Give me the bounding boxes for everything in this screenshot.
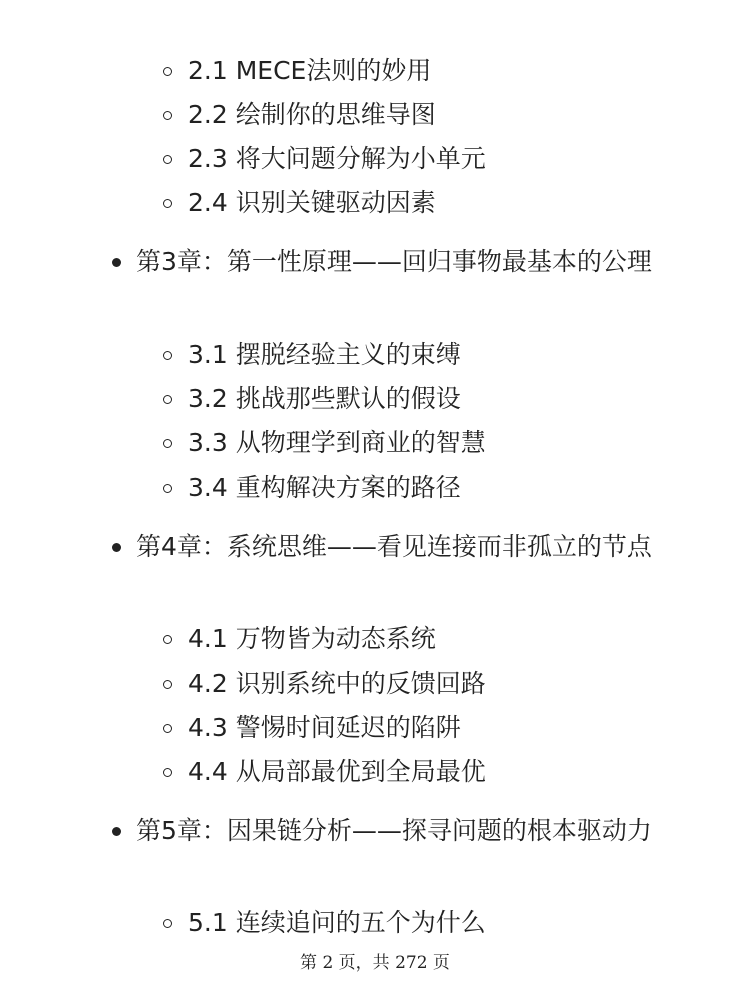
solid-bullet-icon (112, 258, 121, 267)
hollow-bullet-icon (163, 724, 172, 733)
hollow-bullet-icon (163, 199, 172, 208)
hollow-bullet-icon (163, 439, 172, 448)
outline-item-4-1: 4.1 万物皆为动态系统 (188, 624, 436, 653)
solid-bullet-icon (112, 543, 121, 552)
outline-item-4-2: 4.2 识别系统中的反馈回路 (188, 669, 486, 698)
outline-item-4-3: 4.3 警惕时间延迟的陷阱 (188, 713, 461, 742)
hollow-bullet-icon (163, 484, 172, 493)
hollow-bullet-icon (163, 768, 172, 777)
chapter-3-heading: 第3章：第一性原理——回归事物最基本的公理 (136, 247, 652, 276)
outline-item-4-4: 4.4 从局部最优到全局最优 (188, 757, 486, 786)
outline-item-3-1: 3.1 摆脱经验主义的束缚 (188, 340, 461, 369)
hollow-bullet-icon (163, 351, 172, 360)
outline-item-2-4: 2.4 识别关键驱动因素 (188, 188, 436, 217)
page-number-footer: 第 2 页，共 272 页 (300, 953, 450, 973)
hollow-bullet-icon (163, 155, 172, 164)
outline-item-2-2: 2.2 绘制你的思维导图 (188, 100, 436, 129)
outline-item-3-4: 3.4 重构解决方案的路径 (188, 473, 461, 502)
outline-item-2-3: 2.3 将大问题分解为小单元 (188, 144, 486, 173)
outline-item-3-3: 3.3 从物理学到商业的智慧 (188, 428, 486, 457)
hollow-bullet-icon (163, 111, 172, 120)
hollow-bullet-icon (163, 919, 172, 928)
outline-item-5-1: 5.1 连续追问的五个为什么 (188, 908, 486, 937)
hollow-bullet-icon (163, 635, 172, 644)
solid-bullet-icon (112, 827, 121, 836)
chapter-4-heading: 第4章：系统思维——看见连接而非孤立的节点 (136, 532, 652, 561)
hollow-bullet-icon (163, 67, 172, 76)
chapter-5-heading: 第5章：因果链分析——探寻问题的根本驱动力 (136, 816, 652, 845)
outline-item-3-2: 3.2 挑战那些默认的假设 (188, 384, 461, 413)
hollow-bullet-icon (163, 395, 172, 404)
outline-item-2-1: 2.1 MECE法则的妙用 (188, 56, 432, 85)
hollow-bullet-icon (163, 680, 172, 689)
